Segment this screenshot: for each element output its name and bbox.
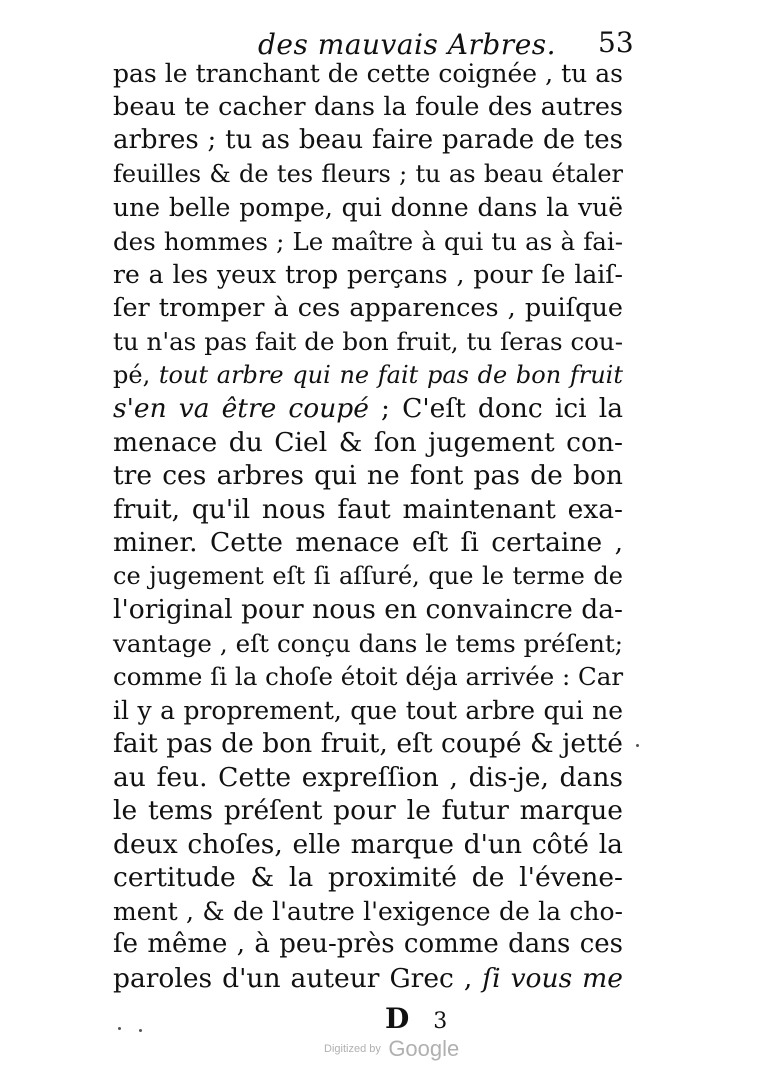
text-line — [113, 660, 623, 694]
line-text: pé, — [113, 360, 159, 389]
text-line — [113, 158, 623, 192]
text-line — [113, 91, 623, 125]
line-text: re a les yeux trop perçans , pour ſe laiſ- — [113, 260, 623, 289]
text-line — [113, 560, 623, 594]
text-line — [113, 526, 623, 560]
text-line — [113, 191, 623, 225]
line-text: ment , & de l'autre l'exigence de la cho- — [113, 896, 623, 926]
text-line — [113, 258, 623, 292]
line-text: une belle pompe, qui donne dans la vuë — [113, 193, 623, 222]
paper-speck — [118, 1027, 121, 1030]
line-text: ce jugement eſt ſi aſſuré, que le terme de — [113, 561, 623, 590]
text-line — [113, 861, 623, 895]
watermark-prefix: Digitized by — [324, 1043, 381, 1055]
line-text: il y a proprement, que tout arbre qui ne — [113, 695, 623, 725]
text-line — [113, 359, 623, 393]
paper-speck — [636, 744, 639, 747]
text-line — [113, 895, 623, 929]
line-text: arbres ; tu as beau faire parade de tes — [113, 125, 623, 155]
signature-number: 3 — [433, 1009, 448, 1034]
line-text: miner. Cette menace eſt ſi certaine , — [113, 527, 623, 558]
line-text: le tems préſent pour le futur marque — [113, 795, 623, 826]
italic-quotation: tout arbre qui ne fait pas de bon fruit — [158, 360, 624, 389]
page-number: 53 — [598, 26, 634, 59]
text-line — [113, 928, 623, 962]
line-text: ſe même , à peu-près comme dans ces — [113, 929, 623, 959]
line-text: paroles d'un auteur Grec , — [113, 962, 483, 994]
signature-letter: D — [385, 1002, 410, 1035]
line-text: deux choſes, elle marque d'un côté la — [113, 828, 623, 860]
text-line — [113, 57, 623, 91]
line-text: des hommes ; Le maître à qui tu as à fai- — [113, 226, 623, 256]
watermark-brand: Google — [388, 1036, 460, 1061]
line-text: menace du Ciel & ſon jugement con- — [113, 426, 623, 458]
line-text: tre ces arbres qui ne font pas de bon — [113, 460, 623, 491]
text-line — [113, 124, 623, 158]
text-line — [113, 828, 623, 862]
line-text: au feu. Cette expreſſion , dis-je, dans — [113, 761, 623, 793]
signature-mark — [385, 1002, 447, 1035]
line-text: beau te cacher dans la foule des autres — [113, 91, 623, 122]
text-line — [113, 761, 623, 795]
body-text — [113, 57, 623, 995]
italic-quotation: s'en va être coupé — [113, 393, 369, 424]
digitization-watermark — [324, 1036, 459, 1062]
text-line — [113, 627, 623, 661]
line-text: feuilles & de tes fleurs ; tu as beau étaler — [113, 159, 623, 188]
line-text: certitude & la proximité de l'évene- — [113, 862, 623, 893]
line-text: fruit, qu'il nous faut maintenant exa- — [113, 493, 623, 525]
text-line — [113, 225, 623, 259]
line-text: ; C'eſt donc ici la — [368, 393, 624, 424]
line-text: comme ſi la choſe étoit déja arrivée : Car — [113, 662, 624, 691]
page-header — [0, 22, 768, 62]
line-text: ſer tromper à ces apparences , puiſque — [113, 292, 623, 323]
text-line — [113, 325, 623, 359]
text-line — [113, 392, 623, 426]
line-text: vantage , eſt conçu dans le tems préſent; — [113, 628, 623, 658]
text-line — [113, 794, 623, 828]
text-line — [113, 593, 623, 627]
text-line — [113, 694, 623, 728]
line-text: pas le tranchant de cette coignée , tu as — [113, 59, 623, 88]
line-text: fait pas de bon fruit, eſt coupé & jetté — [113, 728, 623, 759]
text-line — [113, 459, 623, 493]
text-line — [113, 493, 623, 527]
text-line — [113, 292, 623, 326]
line-text: tu n'as pas fait de bon fruit, tu ſeras cou- — [113, 327, 623, 356]
text-line — [113, 426, 623, 460]
italic-quotation: ſi vous me — [482, 962, 623, 994]
paper-speck — [139, 1029, 142, 1032]
line-text: l'original pour nous en convaincre da- — [113, 594, 623, 625]
text-line — [113, 962, 623, 996]
text-line — [113, 727, 623, 761]
running-title: des mauvais Arbres. — [258, 28, 557, 61]
